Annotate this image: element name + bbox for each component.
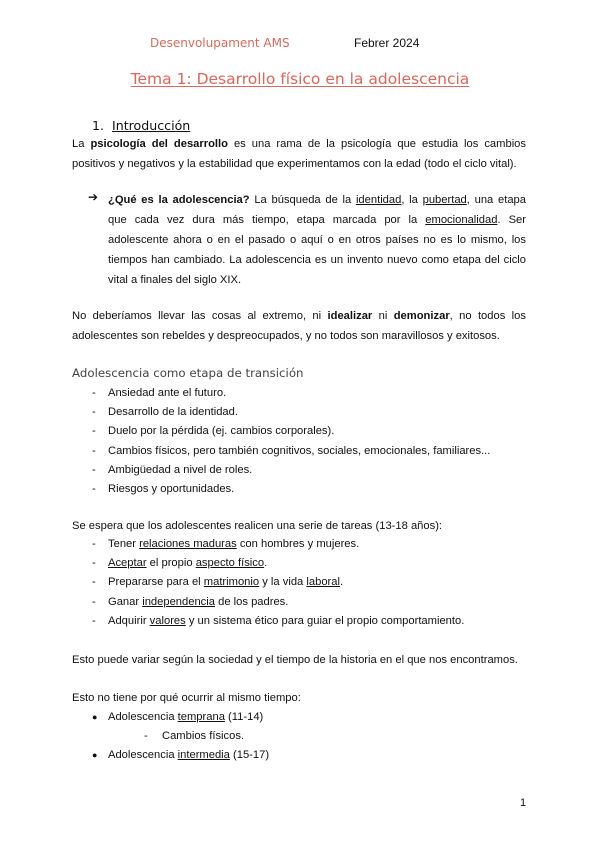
list-item (92, 480, 490, 499)
underlined-term: Aceptar (108, 557, 147, 570)
text: . (339, 576, 344, 589)
text: Tener (108, 538, 140, 550)
underlined-term: intermedia (177, 749, 230, 762)
item-text: Riesgos y oportunidades. (108, 482, 235, 495)
underlined-term: relaciones maduras (139, 538, 237, 550)
extremes-paragraph (72, 306, 526, 346)
text: , no todos los adolescentes son rebeldes y despreocupados, y no todos son maravillosos y exitosos. (72, 310, 526, 342)
underlined-term: valores (149, 614, 186, 627)
text: Adolescencia (108, 749, 178, 762)
intro-paragraph (72, 134, 526, 174)
tasks-intro: Se espera que los adolescentes realicen una serie de tareas (13-18 años): (72, 520, 443, 532)
text: , una etapa que cada vez dura más tiempo, etapa marcada por la (108, 194, 526, 226)
dash-marker: - (92, 482, 96, 495)
list-item (92, 442, 490, 461)
list-item (92, 422, 490, 441)
arrow-item-text (108, 190, 526, 290)
list-item (92, 573, 464, 592)
text: con hombres y mujeres. (236, 538, 360, 550)
dash-marker: - (92, 406, 96, 419)
item-text: Ansiedad ante el futuro. (108, 387, 227, 399)
tasks-list (92, 535, 464, 631)
not-same-time-paragraph: Esto no tiene por qué ocurrir al mismo tiempo: (72, 692, 301, 704)
dash-marker: - (92, 595, 96, 608)
item-text: Duelo por la pérdida (ej. cambios corporales). (108, 425, 335, 438)
transition-list (92, 384, 490, 499)
underlined-term: pubertad (422, 194, 467, 206)
text: . Ser adolescente ahora o en el pasado o aquí o en otros países no es lo mismo, los tiempos han cambiado. La adolescencia es un invento nuevo como etapa del ciclo vital a finales del siglo XIX. (108, 214, 526, 286)
text: el propio (146, 557, 196, 570)
text: . (264, 557, 268, 570)
dash-marker: - (92, 614, 96, 627)
dash-marker: - (92, 444, 96, 457)
text: y la vida (259, 576, 307, 589)
section-number: 1. (92, 118, 105, 133)
intro-text: La (72, 138, 91, 150)
intro-text-rest: es una rama de la psicología que estudia los cambios positivos y negativos y la estabilidad que experimentamos con la edad (todo el ciclo vital). (72, 138, 526, 170)
header-date: Febrer 2024 (354, 36, 420, 50)
list-item (92, 461, 490, 480)
underlined-term: emocionalidad (425, 214, 498, 226)
text: , la (401, 194, 423, 206)
dash-marker: - (92, 538, 96, 550)
section-title: Introducción (112, 118, 191, 133)
text: (11-14) (224, 711, 264, 723)
text: La búsqueda de la (249, 194, 356, 206)
list-item (92, 727, 269, 746)
bullet-marker: ● (92, 712, 98, 722)
variation-paragraph: Esto puede variar según la sociedad y el tiempo de la historia en el que nos encontramos. (72, 654, 518, 666)
dash-marker: - (92, 576, 96, 589)
underlined-term: independencia (142, 595, 215, 608)
text: y un sistema ético para guiar el propio comportamiento. (185, 614, 465, 627)
item-text: Desarrollo de la identidad. (108, 406, 238, 419)
dash-marker: - (92, 387, 96, 399)
underlined-term: temprana (177, 711, 225, 723)
list-item (92, 746, 269, 765)
arrow-icon: ➔ (88, 190, 99, 204)
list-item (92, 554, 464, 573)
dash-marker: - (92, 557, 96, 570)
text: Prepararse para el (108, 576, 204, 589)
text: de los padres. (215, 595, 289, 608)
dash-marker: - (144, 730, 148, 743)
underlined-term: aspecto físico (195, 557, 265, 570)
list-item (92, 384, 490, 403)
text: No deberíamos llevar las cosas al extremo, ni (72, 310, 328, 322)
text: Adquirir (108, 614, 150, 627)
text: Adolescencia (108, 711, 178, 723)
item-text: Cambios físicos, pero también cognitivos, sociales, emocionales, familiares... (108, 444, 491, 457)
bullet-marker: ● (92, 750, 98, 761)
question-bold: ¿Qué es la adolescencia? (108, 194, 250, 206)
subheading-transition: Adolescencia como etapa de transición (72, 366, 304, 380)
item-text: Ambigüedad a nivel de roles. (108, 463, 253, 476)
intro-bold: psicología del desarrollo (90, 138, 228, 150)
underlined-term: identidad (355, 194, 402, 206)
list-item (92, 403, 490, 422)
stages-list (92, 708, 269, 766)
bold-term: idealizar (327, 310, 373, 322)
bold-term: demonizar (393, 310, 450, 322)
dash-marker: - (92, 425, 96, 438)
text: ni (372, 310, 394, 322)
page-title: Tema 1: Desarrollo físico en la adolescencia (130, 70, 470, 88)
underlined-term: laboral (306, 576, 340, 589)
text: Ganar (108, 595, 143, 608)
item-text: Cambios físicos. (162, 730, 245, 743)
list-item (92, 708, 269, 727)
section-heading (92, 118, 190, 133)
list-item (92, 535, 464, 554)
header-course: Desenvolupament AMS (150, 36, 290, 50)
list-item (92, 593, 464, 612)
page-number: 1 (520, 797, 527, 809)
underlined-term: matrimonio (203, 576, 260, 589)
dash-marker: - (92, 463, 96, 476)
list-item (92, 612, 464, 631)
text: (15-17) (229, 749, 270, 762)
